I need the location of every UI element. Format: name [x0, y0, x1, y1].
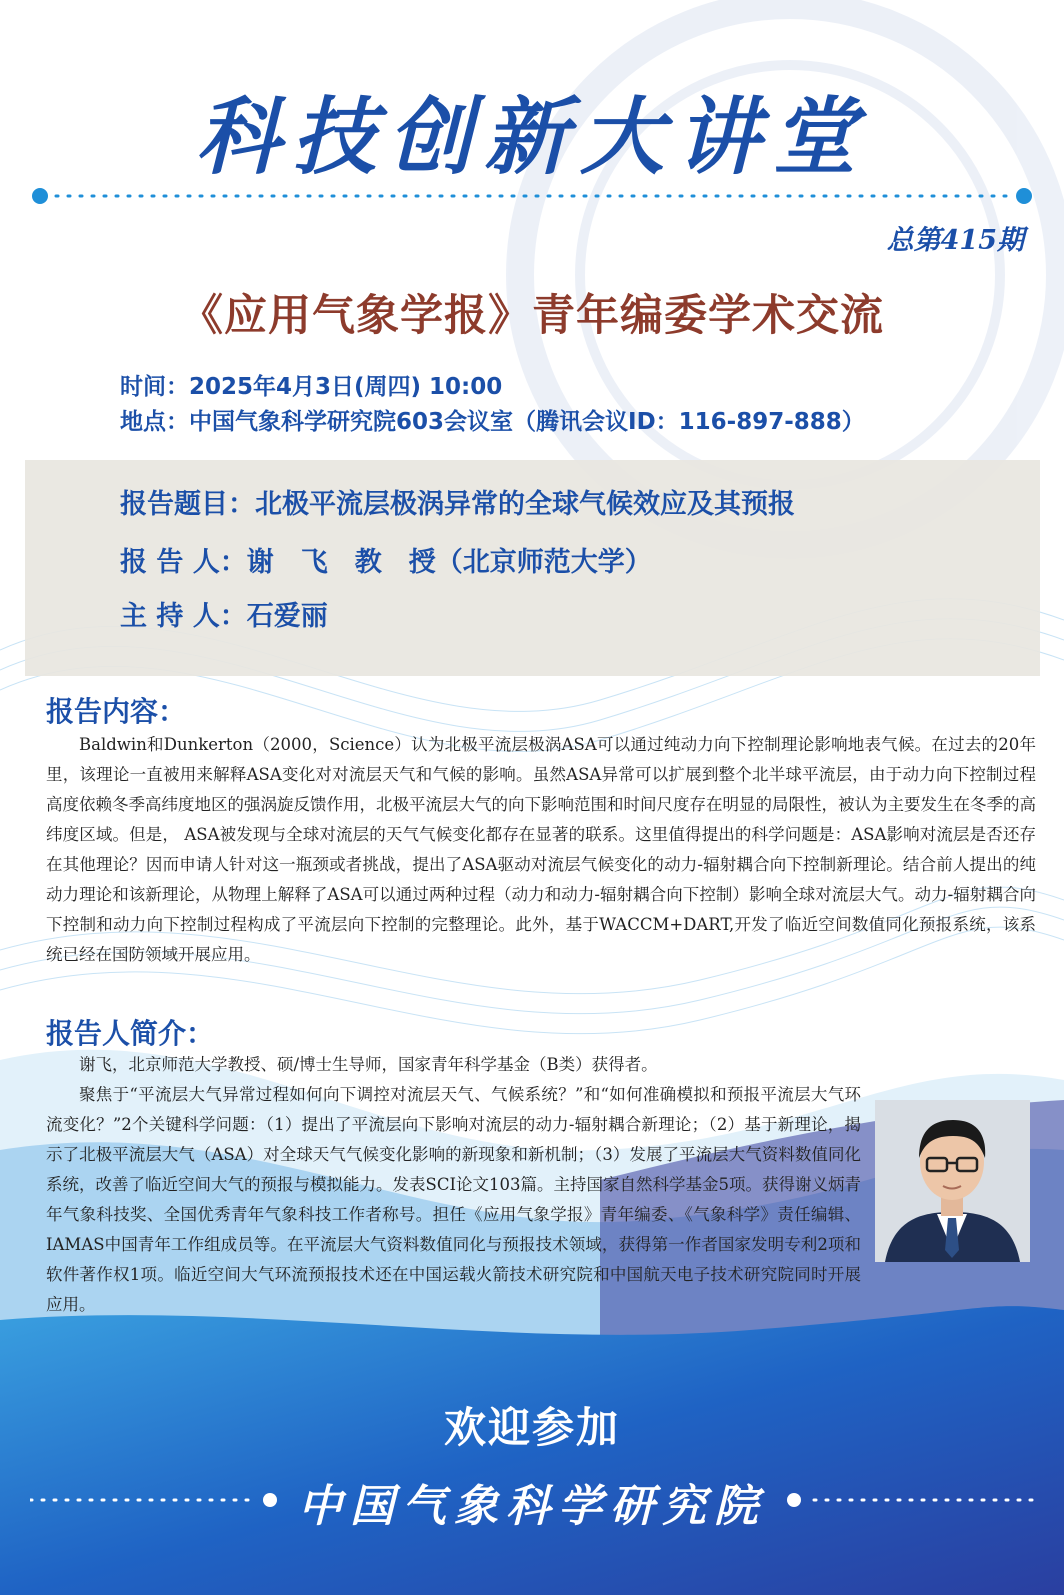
- content-paragraph: Baldwin和Dunkerton（2000，Science）认为北极平流层极涡ASA可以通过纯动力向下控制理论影响地表气候。在过去的20年里，该理论一直被用来解释ASA变化对对流层天气和气候的影响。虽然ASA异常可以扩展到整个北半球平流层，由于动力向下控制过程高度依赖冬季高纬度地区的强涡旋反馈作用，北极平流层大气的向下影响范围和时间尺度存在明显的局限性，被认为主要发生在冬季的高纬度区域。但是， ASA被发现与全球对流层的天气气候变化都存在显著的联系。这里值得提出的科学问题是：ASA影响对流层是否还存在其他理论？因而申请人针对这一瓶颈或者挑战，提出了ASA驱动对流层气候变化的动力-辐射耦合向下控制新理论。结合前人提出的纯动力理论和该新理论，从物理上解释了ASA可以通过两种过程（动力和动力-辐射耦合向下控制）影响全球对流层大气。动力-辐射耦合向下控制和动力向下控制过程构成了平流层向下控制的完整理论。此外，基于WACCM+DART,开发了临近空间数值同化预报系统，该系统已经在国防领域开展应用。: [46, 735, 1036, 964]
- report-details-box: [25, 460, 1040, 676]
- event-location: 地点：中国气象科学研究院603会议室（腾讯会议ID：116-897-888）: [120, 409, 865, 435]
- main-title: 科技创新大讲堂: [195, 87, 868, 186]
- welcome-text: 欢迎参加: [443, 1403, 620, 1452]
- header-dotted-divider: [30, 186, 1034, 206]
- event-info: [120, 370, 865, 440]
- report-topic: 报告题目：北极平流层极涡异常的全球气候效应及其预报: [120, 489, 795, 520]
- speaker-portrait-icon: [875, 1100, 1030, 1262]
- bio-body: [46, 1050, 861, 1320]
- content-heading: 报告内容：: [46, 695, 187, 728]
- bio-paragraph-1: 谢飞，北京师范大学教授、硕/博士生导师，国家青年科学基金（B类）获得者。: [79, 1055, 658, 1074]
- organization-name: 中国气象科学研究院: [298, 1481, 766, 1532]
- issue-number: 总第415期: [886, 225, 1024, 256]
- speaker-photo: [875, 1100, 1030, 1262]
- bio-heading: 报告人简介：: [46, 1017, 215, 1050]
- report-host: 主 持 人：石爱丽: [120, 601, 328, 632]
- bio-paragraph-2: 聚焦于“平流层大气异常过程如何向下调控对流层天气、气候系统？”和“如何准确模拟和预报平流层大气环流变化？”2个关键科学问题：（1）提出了平流层向下影响对流层的动力-辐射耦合新理论；（2）基于新理论，揭示了北极平流层大气（ASA）对全球天气气候变化影响的新现象和新机制；（3）发展了平流层大气资料数值同化系统，改善了临近空间大气的预报与模拟能力。发表SCI论文103篇。主持国家自然科学基金5项。获得谢义炳青年气象科技奖、全国优秀青年气象科技工作者称号。担任《应用气象学报》青年编委、《气象科学》责任编辑、IAMAS中国青年工作组成员等。在平流层大气资料数值同化与预报技术领域，获得第一作者国家发明专利2项和软件著作权1项。临近空间大气环流预报技术还在中国运载火箭技术研究院和中国航天电子技术研究院同时开展应用。: [46, 1085, 861, 1314]
- event-time: 时间：2025年4月3日(周四) 10:00: [120, 374, 503, 400]
- report-speaker: 报 告 人：谢 飞 教 授（北京师范大学）: [120, 547, 652, 578]
- content-body: [46, 730, 1036, 970]
- event-subtitle: 《应用气象学报》青年编委学术交流: [180, 291, 884, 341]
